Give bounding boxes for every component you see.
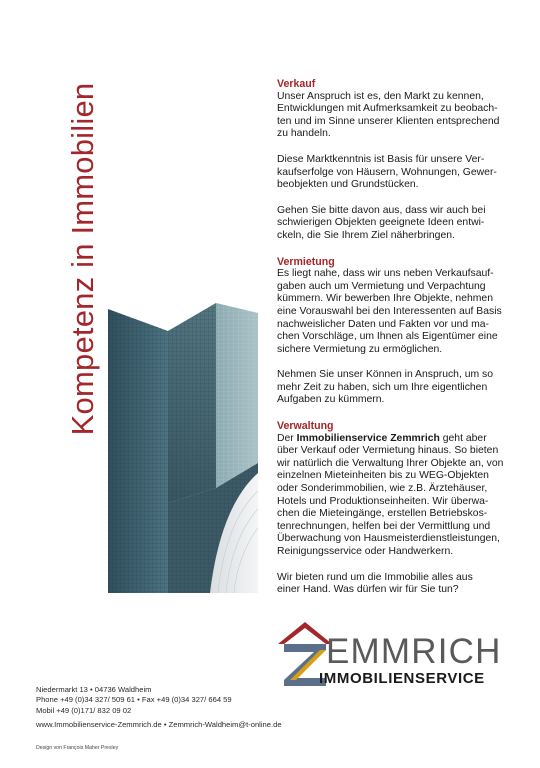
paragraph [277, 369, 511, 407]
section-verkauf [277, 78, 511, 243]
text-line: Diese Marktkenntnis ist Basis für unsere Ver- [277, 153, 485, 165]
text-run: geht aber [439, 432, 487, 444]
paragraph [277, 205, 511, 243]
text-line: oder Sonderimmobilien, wie z.B. Ärztehäuser, [277, 483, 488, 495]
text-run: Der [277, 432, 297, 444]
text-line [277, 433, 511, 446]
text-line: Überwachung von Hausmeisterdienstleistungen, [277, 533, 500, 545]
section-verwaltung [277, 420, 511, 597]
text-line: eine Vorauswahl bei den Interessenten auf Basis [277, 305, 502, 317]
logo-name: EMMRICH [326, 632, 502, 671]
building-image [108, 303, 258, 593]
text-line: einer Hand. Was dürfen wir für Sie tun? [277, 584, 459, 596]
text-line: chen die Mieteingänge, erstellen Betriebskos- [277, 508, 488, 520]
text-line: Aufgaben zu kümmern. [277, 394, 385, 406]
section-vermietung [277, 256, 511, 408]
text-line: schwierigen Objekten geeignete Ideen entwi- [277, 217, 485, 229]
company-logo [276, 620, 506, 690]
text-line: zu handeln. [277, 128, 331, 140]
text-line: wir natürlich die Verwaltung Ihrer Objekte an, von [277, 457, 504, 469]
title-text: Kompetenz in Immobilien [65, 82, 100, 436]
text-line: Entwicklungen mit Aufmerksamkeit zu beobach- [277, 103, 498, 115]
phone-line: Phone +49 (0)34 327/ 509 61 • Fax +49 (0)34 327/ 664 59 [36, 695, 232, 705]
text-line: gaben auch um Vermietung und Verpachtung [277, 280, 486, 292]
text-line: tenrechnungen, helfen bei der Vermittlung und [277, 520, 491, 532]
paragraph [277, 91, 511, 141]
text-line: über Verkauf oder Vermietung hinaus. So bieten [277, 445, 499, 457]
text-line: kaufserfolge von Häusern, Wohnungen, Gewer- [277, 166, 497, 178]
company-name-strong: Immobilienservice Zemmrich [296, 432, 440, 444]
text-line: einzelnen Mieteinheiten bis zu WEG-Objekten [277, 470, 489, 482]
web-email-line: www.Immobilienservice-Zemmrich.de • Zemmrich-Waldheim@t-online.de [36, 720, 282, 729]
text-line: mehr Zeit zu haben, sich um Ihre eigentlichen [277, 381, 488, 393]
text-line: Gehen Sie bitte davon aus, dass wir auch bei [277, 204, 486, 216]
text-line: nachweislicher Daten und Fakten vor und ma- [277, 318, 489, 330]
text-line: Reinigungsservice oder Handwerkern. [277, 546, 454, 557]
paragraph [277, 268, 511, 356]
text-line: Hotels und Produktionseinheiten. Wir überwa- [277, 495, 489, 507]
text-line: sichere Vermietung zu ermöglichen. [277, 343, 443, 355]
paragraph [277, 154, 511, 192]
text-line: chen Vorschläge, um Ihnen als Eigentümer eine [277, 331, 498, 343]
text-line: Nehmen Sie unser Können in Anspruch, um so [277, 369, 494, 381]
text-line: beobjekten und Grundstücken. [277, 179, 419, 191]
text-line: ckeln, die Sie Ihrem Ziel näherbringen. [277, 229, 455, 241]
section-heading-verwaltung: Verwaltung [277, 420, 334, 433]
text-line: Es liegt nahe, dass wir uns neben Verkaufsauf- [277, 268, 494, 280]
vertical-title [58, 78, 108, 440]
design-credit: Design von François Maher Presley [36, 745, 119, 751]
address-line: Niedermarkt 13 • 04736 Waldheim [36, 685, 152, 694]
section-heading-verkauf: Verkauf [277, 78, 316, 90]
section-heading-vermietung: Vermietung [277, 255, 335, 268]
text-line: kümmern. Wir bewerben Ihre Objekte, nehmen [277, 293, 493, 305]
text-column [277, 78, 511, 610]
text-line: Unser Anspruch ist es, den Markt zu kennen, [277, 90, 484, 102]
text-line: ten und im Sinne unserer Klienten entsprechend [277, 115, 500, 127]
address-block [36, 685, 232, 716]
paragraph [277, 572, 511, 597]
logo-subtitle: IMMOBILIENSERVICE [319, 670, 485, 687]
text-line: Wir bieten rund um die Immobilie alles aus [277, 571, 473, 583]
paragraph [277, 433, 511, 559]
mobile-line: Mobil +49 (0)171/ 832 09 02 [36, 705, 132, 715]
